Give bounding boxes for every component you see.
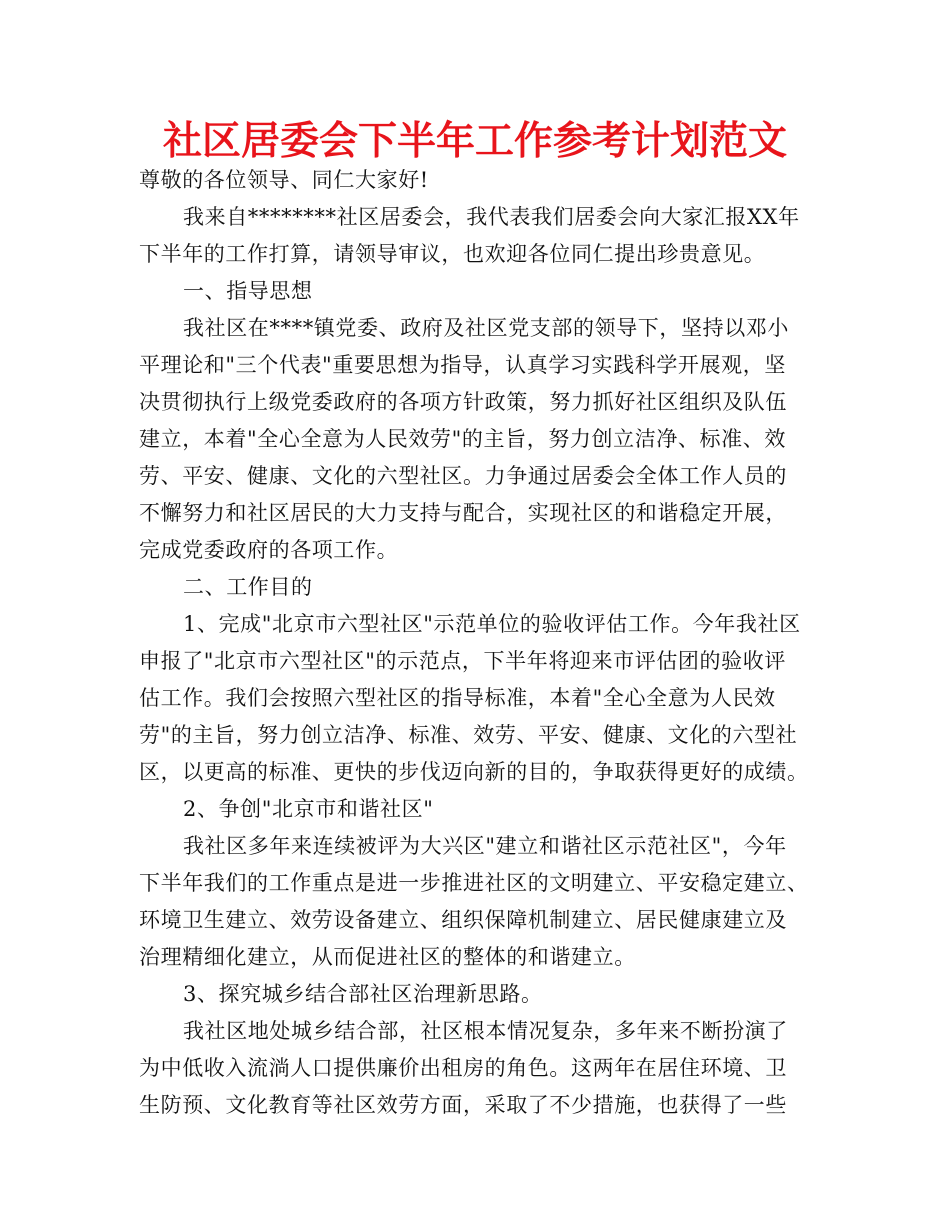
text-line: 尊敬的各位领导、同仁大家好! [139,168,429,192]
text-line: 我社区地处城乡结合部，社区根本情况复杂，多年来不断扮演了 [183,1019,788,1043]
text-line: 劳、平安、健康、文化的六型社区。力争通过居委会全体工作人员的 [139,464,787,488]
text-line: 我社区多年来连续被评为大兴区"建立和谐社区示范社区"，今年 [183,834,787,858]
text-line: 为中低收入流淌人口提供廉价出租房的角色。这两年在居住环境、卫 [139,1056,787,1080]
text-line: 不懈努力和社区居民的大力支持与配合，实现社区的和谐稳定开展， [139,501,787,525]
document-title: 社区居委会下半年工作参考计划范文 [162,119,787,164]
text-line: 决贯彻执行上级党委政府的各项方针政策，努力抓好社区组织及队伍 [139,390,787,414]
text-line: 劳"的主旨，努力创立洁净、标准、效劳、平安、健康、文化的六型社 [139,723,798,747]
text-line: 1、完成"北京市六型社区"示范单位的验收评估工作。今年我社区 [183,612,801,636]
text-line: 一、指导思想 [183,279,313,303]
text-line: 下半年我们的工作重点是进一步推进社区的文明建立、平安稳定建立、 [139,871,809,895]
text-line: 二、工作目的 [183,575,313,599]
text-line: 估工作。我们会按照六型社区的指导标准，本着"全心全意为人民效 [139,686,776,710]
text-line: 我来自********社区居委会，我代表我们居委会向大家汇报XX年 [183,205,800,229]
text-line: 3、探究城乡结合部社区治理新思路。 [183,982,543,1006]
text-line: 平理论和"三个代表"重要思想为指导，认真学习实践科学开展观，坚 [139,353,786,377]
text-line: 完成党委政府的各项工作。 [139,538,399,562]
text-line: 建立，本着"全心全意为人民效劳"的主旨，努力创立洁净、标准、效 [139,427,786,451]
text-line: 治理精细化建立，从而促进社区的整体的和谐建立。 [139,945,636,969]
text-line: 环境卫生建立、效劳设备建立、组织保障机制建立、居民健康建立及 [139,908,787,932]
document-body [139,162,829,1124]
text-line: 我社区在****镇党委、政府及社区党支部的领导下，坚持以邓小 [183,316,789,340]
text-line: 下半年的工作打算，请领导审议，也欢迎各位同仁提出珍贵意见。 [139,242,766,266]
text-line: 区，以更高的标准、更快的步伐迈向新的目的，争取获得更好的成绩。 [139,760,809,784]
text-line: 申报了"北京市六型社区"的示范点，下半年将迎来市评估团的验收评 [139,649,786,673]
text-line: 生防预、文化教育等社区效劳方面，采取了不少措施，也获得了一些 [139,1093,787,1117]
text-line: 2、争创"北京市和谐社区" [183,797,434,821]
